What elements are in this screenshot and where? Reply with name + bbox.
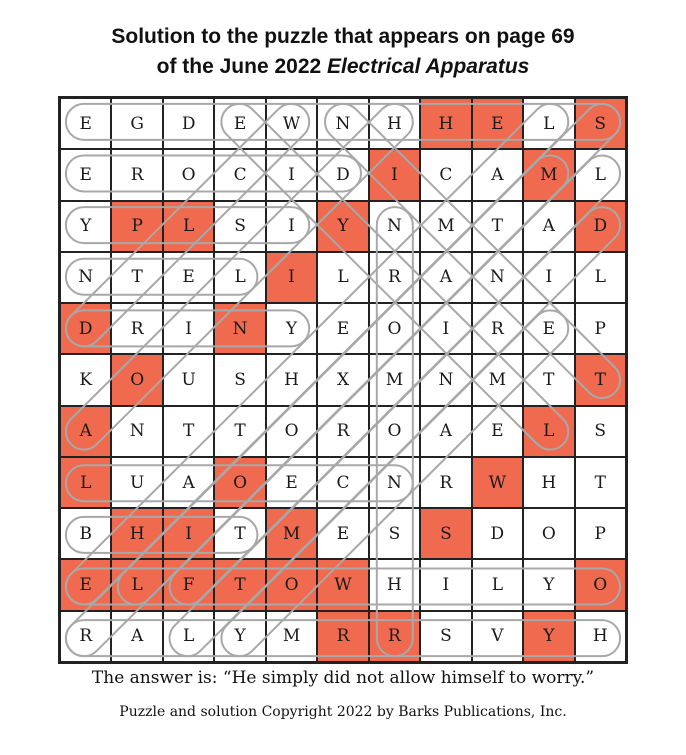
grid-cell: R — [317, 406, 368, 457]
grid-cell: T — [163, 406, 214, 457]
grid-cell: A — [523, 201, 574, 252]
title-prefix: of the June 2022 — [156, 55, 328, 78]
grid-cell: D — [472, 508, 523, 559]
grid-cell: R — [60, 611, 111, 662]
grid-cell: T — [575, 354, 626, 405]
grid-cell: O — [266, 559, 317, 610]
grid-cell: Y — [60, 201, 111, 252]
grid-cell: L — [317, 252, 368, 303]
grid-cell: D — [317, 149, 368, 200]
grid-cell: M — [472, 354, 523, 405]
grid-cell: N — [472, 252, 523, 303]
grid-cell: E — [60, 98, 111, 149]
grid-cell: Y — [523, 559, 574, 610]
grid-cell: E — [214, 98, 265, 149]
grid-cell: O — [369, 406, 420, 457]
grid-cell: S — [420, 508, 471, 559]
grid-cell: D — [575, 201, 626, 252]
grid-cell: H — [369, 559, 420, 610]
grid-cell: W — [266, 98, 317, 149]
grid-cell: U — [111, 457, 162, 508]
grid-cell: A — [420, 252, 471, 303]
grid-cell: D — [60, 303, 111, 354]
grid-cell: O — [214, 457, 265, 508]
grid-cell: H — [420, 98, 471, 149]
grid-cell: R — [472, 303, 523, 354]
grid-cell: R — [420, 457, 471, 508]
grid-cell: T — [214, 559, 265, 610]
grid-cell: I — [266, 252, 317, 303]
grid-cell: C — [317, 457, 368, 508]
grid-cell: I — [369, 149, 420, 200]
grid-cell: C — [214, 149, 265, 200]
title-line-2 — [0, 52, 686, 82]
grid-cell: R — [317, 611, 368, 662]
grid-cell: E — [523, 303, 574, 354]
grid-cell: R — [369, 611, 420, 662]
grid-cell: T — [214, 406, 265, 457]
grid-cell: K — [60, 354, 111, 405]
grid-cell: A — [472, 149, 523, 200]
grid-cell: T — [523, 354, 574, 405]
grid-cell: S — [420, 611, 471, 662]
grid-cell: L — [163, 611, 214, 662]
grid-cell: L — [575, 149, 626, 200]
grid-cell: T — [472, 201, 523, 252]
grid-cell: N — [214, 303, 265, 354]
grid-cell: I — [163, 508, 214, 559]
grid-cell: N — [420, 354, 471, 405]
grid-cell: W — [317, 559, 368, 610]
grid-cell: O — [575, 559, 626, 610]
grid-cell: T — [575, 457, 626, 508]
grid-cell: L — [214, 252, 265, 303]
grid-cell: A — [111, 611, 162, 662]
grid-cell: N — [317, 98, 368, 149]
grid-cell: M — [266, 508, 317, 559]
grid-cell: Y — [317, 201, 368, 252]
grid-cell: R — [111, 303, 162, 354]
grid-cell: T — [111, 252, 162, 303]
grid-cell: G — [111, 98, 162, 149]
grid-cell: D — [163, 98, 214, 149]
copyright-text: Puzzle and solution Copyright 2022 by Barks Publications, Inc. — [119, 704, 567, 720]
grid-cell: S — [575, 406, 626, 457]
grid-cell: S — [214, 354, 265, 405]
grid-cell: R — [111, 149, 162, 200]
grid-cell: L — [163, 201, 214, 252]
grid-cell: L — [575, 252, 626, 303]
grid-cell: P — [111, 201, 162, 252]
grid-cell: A — [163, 457, 214, 508]
grid-cell: I — [266, 149, 317, 200]
grid-cell: M — [266, 611, 317, 662]
grid-cell: C — [420, 149, 471, 200]
grid-cell: I — [420, 303, 471, 354]
grid-cell: F — [163, 559, 214, 610]
grid-cell: M — [523, 149, 574, 200]
grid-cell: X — [317, 354, 368, 405]
grid-cell: H — [111, 508, 162, 559]
grid-cell: I — [163, 303, 214, 354]
grid-cell: S — [369, 508, 420, 559]
magazine-name: Electrical Apparatus — [327, 55, 530, 78]
grid-cell: O — [266, 406, 317, 457]
grid-cell: V — [472, 611, 523, 662]
grid-cell: W — [472, 457, 523, 508]
grid-cell: L — [60, 457, 111, 508]
grid-cell: E — [472, 406, 523, 457]
grid-cell: O — [369, 303, 420, 354]
grid-cell: E — [60, 149, 111, 200]
word-search-grid — [58, 96, 628, 664]
grid-cell: T — [214, 508, 265, 559]
grid-cell: N — [111, 406, 162, 457]
grid-cell: O — [163, 149, 214, 200]
grid-cell: P — [575, 303, 626, 354]
grid-cell: E — [472, 98, 523, 149]
title-line-1: Solution to the puzzle that appears on page 69 — [111, 25, 575, 48]
grid-cell: L — [523, 98, 574, 149]
grid-cell: B — [60, 508, 111, 559]
grid-cell: L — [111, 559, 162, 610]
grid-cell: Y — [266, 303, 317, 354]
grid-cell: I — [266, 201, 317, 252]
grid-cell: N — [369, 201, 420, 252]
grid-cell: A — [60, 406, 111, 457]
grid-cell: L — [523, 406, 574, 457]
grid-cell: E — [163, 252, 214, 303]
grid-cell: N — [60, 252, 111, 303]
grid-cell: H — [266, 354, 317, 405]
grid-cell: S — [214, 201, 265, 252]
grid-cell: E — [266, 457, 317, 508]
grid-cell: P — [575, 508, 626, 559]
grid-cell: I — [523, 252, 574, 303]
grid-cell: R — [369, 252, 420, 303]
grid-cell: L — [472, 559, 523, 610]
grid-cell: Y — [523, 611, 574, 662]
grid-cell: O — [523, 508, 574, 559]
grid-cell: O — [111, 354, 162, 405]
grid-cell: N — [369, 457, 420, 508]
grid-cell: E — [60, 559, 111, 610]
grid-cell: M — [420, 201, 471, 252]
grid-cell: U — [163, 354, 214, 405]
grid-cell: H — [523, 457, 574, 508]
grid-cell: I — [420, 559, 471, 610]
grid-cell: Y — [214, 611, 265, 662]
grid-cell: E — [317, 508, 368, 559]
grid-cell: M — [369, 354, 420, 405]
grid-cell: A — [420, 406, 471, 457]
grid-cell: E — [317, 303, 368, 354]
grid-cell: S — [575, 98, 626, 149]
grid-cell: H — [575, 611, 626, 662]
answer-text: The answer is: “He simply did not allow himself to worry.” — [91, 668, 595, 688]
grid-cell: H — [369, 98, 420, 149]
